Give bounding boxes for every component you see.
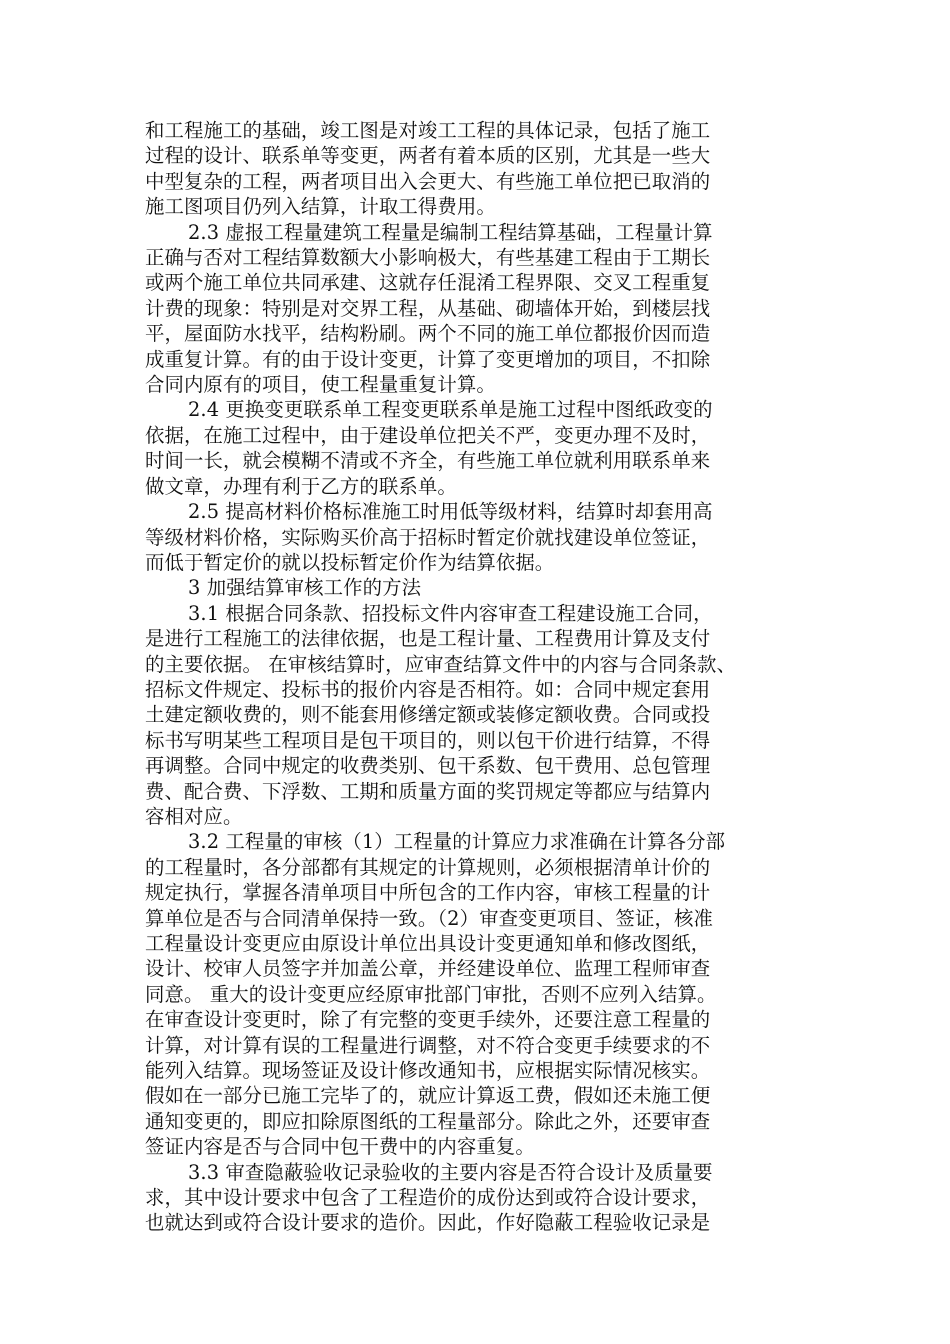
text-line: 的工程量时，各分部都有其规定的计算规则，必须根据清单计价的	[145, 855, 711, 879]
paragraph	[145, 575, 813, 600]
text-line: 2.5 提高材料价格标准施工时用低等级材料，结算时却套用高	[188, 500, 713, 524]
text-line: 3.1 根据合同条款、招投标文件内容审查工程建设施工合同，	[188, 601, 713, 625]
text-line: 3 加强结算审核工作的方法	[188, 576, 422, 600]
text-line: 成重复计算。有的由于设计变更，计算了变更增加的项目，不扣除	[145, 347, 711, 371]
text-line: 计费的现象：特别是对交界工程，从基础、砌墙体开始，到楼层找	[145, 296, 711, 320]
text-line: 求，其中设计要求中包含了工程造价的成份达到或符合设计要求，	[145, 1186, 711, 1210]
paragraph	[145, 220, 813, 398]
text-line: 计算，对计算有误的工程量进行调整，对不符合变更手续要求的不	[145, 1033, 711, 1057]
text-line: 标书写明某些工程项目是包干项目的，则以包干价进行结算，不得	[145, 728, 711, 752]
text-line: 招标文件规定、投标书的报价内容是否相符。如：合同中规定套用	[145, 677, 711, 701]
paragraph	[145, 1160, 813, 1236]
text-line: 或两个施工单位共同承建、这就存任混淆工程界限、交叉工程重复	[145, 271, 711, 295]
paragraph	[145, 397, 813, 499]
text-line: 假如在一部分已施工完毕了的，就应计算返工费，假如还未施工便	[145, 1084, 711, 1108]
text-line: 2.4 更换变更联系单工程变更联系单是施工过程中图纸政变的	[188, 398, 713, 422]
text-line: 容相对应。	[145, 804, 243, 828]
text-line: 签证内容是否与合同中包干费中的内容重复。	[145, 1135, 535, 1159]
text-line: 设计、校审人员签字并加盖公章，并经建设单位、监理工程师审查	[145, 957, 711, 981]
paragraph	[145, 118, 813, 220]
text-line: 正确与否对工程结算数额大小影响极大，有些基建工程由于工期长	[145, 246, 711, 270]
text-line: 3.3 审查隐蔽验收记录验收的主要内容是否符合设计及质量要	[188, 1160, 713, 1184]
paragraph	[145, 829, 813, 1159]
document-body	[145, 118, 813, 1236]
paragraph	[145, 499, 813, 575]
text-line: 是进行工程施工的法律依据，也是工程计量、工程费用计算及支付	[145, 627, 711, 651]
text-line: 费、配合费、下浮数、工期和质量方面的奖罚规定等都应与结算内	[145, 779, 711, 803]
text-line: 土建定额收费的，则不能套用修缮定额或装修定额收费。合同或投	[145, 703, 711, 727]
text-line: 依据，在施工过程中，由于建设单位把关不严，变更办理不及时，	[145, 423, 711, 447]
text-line: 再调整。合同中规定的收费类别、包干系数、包干费用、总包管理	[145, 754, 711, 778]
text-line: 时间一长，就会模糊不清或不齐全，有些施工单位就利用联系单来	[145, 449, 711, 473]
text-line: 过程的设计、联系单等变更，两者有着本质的区别，尤其是一些大	[145, 144, 711, 168]
text-line: 施工图项目仍列入结算，计取工得费用。	[145, 195, 496, 219]
text-line: 和工程施工的基础，竣工图是对竣工工程的具体记录，包括了施工	[145, 119, 711, 142]
text-line: 的主要依据。 在审核结算时，应审查结算文件中的内容与合同条款、	[145, 652, 736, 676]
text-line: 3.2 工程量的审核（1）工程量的计算应力求准确在计算各分部	[188, 830, 726, 854]
text-line: 工程量设计变更应由原设计单位出具设计变更通知单和修改图纸，	[145, 932, 711, 955]
text-line: 同意。 重大的设计变更应经原审批部门审批，否则不应列入结算。	[145, 982, 717, 1006]
text-line: 合同内原有的项目，使工程量重复计算。	[145, 373, 496, 397]
text-line: 中型复杂的工程，两者项目出入会更大、有些施工单位把已取消的	[145, 169, 711, 193]
text-line: 规定执行，掌握各清单项目中所包含的工作内容，审核工程量的计	[145, 881, 711, 905]
text-line: 等级材料价格，实际购买价高于招标时暂定价就找建设单位签证，	[145, 525, 711, 549]
text-line: 2.3 虚报工程量建筑工程量是编制工程结算基础，工程量计算	[188, 220, 713, 244]
text-line: 在审查设计变更时，除了有完整的变更手续外，还要注意工程量的	[145, 1008, 711, 1032]
text-line: 算单位是否与合同清单保持一致。（2）审查变更项目、签证，核准	[145, 906, 713, 930]
text-line: 通知变更的，即应扣除原图纸的工程量部分。除此之外，还要审查	[145, 1109, 711, 1133]
text-line: 也就达到或符合设计要求的造价。因此，作好隐蔽工程验收记录是	[145, 1211, 711, 1235]
paragraph	[145, 601, 813, 830]
text-line: 而低于暂定价的就以投标暂定价作为结算依据。	[145, 550, 555, 574]
text-line: 平，屋面防水找平，结构粉刷。两个不同的施工单位都报价因而造	[145, 322, 711, 346]
text-line: 能列入结算。现场签证及设计修改通知书，应根据实际情况核实。	[145, 1059, 711, 1083]
text-line: 做文章，办理有利于乙方的联系单。	[145, 474, 457, 498]
